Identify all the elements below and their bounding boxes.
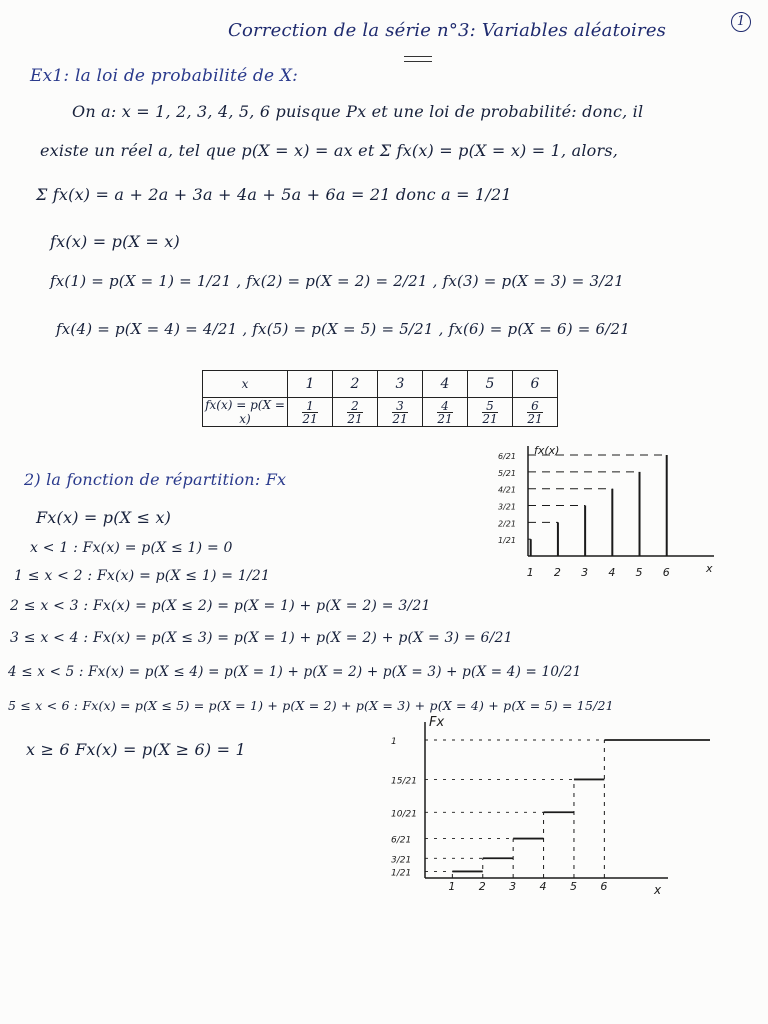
table-cell-prob: $\frac{1}{21}$ [288, 398, 333, 427]
table-header-x: x [203, 371, 288, 398]
table-cell-x: 4 [423, 371, 468, 398]
pmf-x-tick: 1 [526, 566, 534, 579]
cdf-y-tick: 6/21 [391, 835, 412, 846]
pmf-x-tick: 2 [553, 566, 561, 579]
pmf-x-label: x [706, 562, 713, 575]
table-cell-prob: $\frac{3}{21}$ [378, 398, 423, 427]
cdf-x-tick: 4 [539, 880, 547, 893]
cdf-x-tick: 6 [600, 880, 608, 893]
cdf-x-tick: 3 [509, 880, 517, 893]
cdf-x-tick: 5 [569, 880, 577, 893]
ex1-line-3: Σ fx(x) = a + 2a + 3a + 4a + 5a + 6a = 21 donc a = 1/21 [36, 185, 512, 204]
cdf-y-tick: 3/21 [391, 855, 412, 866]
pmf-x-tick: 4 [608, 566, 616, 579]
cdf-line-3: 1 ≤ x < 2 : Fx(x) = p(X ≤ 1) = 1/21 [14, 568, 271, 584]
cdf-y-tick: 1/21 [391, 868, 412, 879]
table-cell-x: 2 [333, 371, 378, 398]
ex1-line-1: On a: x = 1, 2, 3, 4, 5, 6 puisque Px et une loi de probabilité: donc, il [72, 102, 644, 121]
pmf-y-tick: 6/21 [498, 452, 516, 462]
pmf-y-label: fx(x) [534, 444, 560, 457]
page-title: Correction de la série n°3: Variables aléatoires [228, 20, 667, 41]
pmf-x-tick: 3 [581, 566, 589, 579]
pmf-y-tick: 4/21 [498, 485, 516, 495]
ex1-line-5: fx(1) = p(X = 1) = 1/21 , fx(2) = p(X = 2) = 2/21 , fx(3) = p(X = 3) = 3/21 [50, 272, 624, 290]
cdf-x-tick: 1 [448, 880, 456, 893]
cdf-y-tick: 10/21 [391, 809, 417, 820]
cdf-y-tick: 1 [391, 737, 397, 747]
table-cell-prob: $\frac{2}{21}$ [333, 398, 378, 427]
pmf-x-tick: 5 [635, 566, 643, 579]
pmf-y-tick: 2/21 [498, 519, 516, 529]
cdf-x-tick: 2 [478, 880, 486, 893]
cdf-line-1: Fx(x) = p(X ≤ x) [36, 508, 172, 527]
cdf-line-8: x ≥ 6 Fx(x) = p(X ≥ 6) = 1 [26, 740, 246, 759]
ex1-line-2: existe un réel a, tel que p(X = x) = ax et Σ fx(x) = p(X = x) = 1, alors, [40, 141, 619, 160]
cdf-x-label: x [654, 883, 662, 897]
pmf-y-tick: 1/21 [498, 536, 516, 546]
table-cell-x: 6 [513, 371, 558, 398]
cdf-line-2: x < 1 : Fx(x) = p(X ≤ 1) = 0 [30, 540, 233, 556]
cdf-line-7: 5 ≤ x < 6 : Fx(x) = p(X ≤ 5) = p(X = 1) + p(X = 2) + p(X = 3) + p(X = 4) + p(X = 5) = 15/21 [8, 698, 614, 713]
ex1-line-4: fx(x) = p(X = x) [50, 232, 180, 251]
cdf-line-6: 4 ≤ x < 5 : Fx(x) = p(X ≤ 4) = p(X = 1) + p(X = 2) + p(X = 3) + p(X = 4) = 10/21 [8, 664, 582, 680]
table-cell-prob: $\frac{6}{21}$ [513, 398, 558, 427]
cdf-y-tick: 15/21 [391, 776, 417, 787]
cdf-line-5: 3 ≤ x < 4 : Fx(x) = p(X ≤ 3) = p(X = 1) + p(X = 2) + p(X = 3) = 6/21 [10, 630, 513, 646]
pmf-x-tick: 6 [662, 566, 670, 579]
table-header-prob: fx(x) = p(X = x) [203, 398, 288, 427]
cdf-y-label: Fx [429, 715, 445, 730]
table-cell-x: 3 [378, 371, 423, 398]
pmf-y-tick: 5/21 [498, 468, 516, 478]
cdf-line-4: 2 ≤ x < 3 : Fx(x) = p(X ≤ 2) = p(X = 1) + p(X = 2) = 3/21 [10, 598, 431, 614]
table-cell-prob: $\frac{4}{21}$ [423, 398, 468, 427]
page-number: 1 [731, 12, 751, 32]
pmf-y-tick: 3/21 [498, 502, 516, 512]
table-cell-x: 1 [288, 371, 333, 398]
table-cell-x: 5 [468, 371, 513, 398]
ex1-heading: Ex1: la loi de probabilité de X: [30, 66, 299, 86]
table-cell-prob: $\frac{5}{21}$ [468, 398, 513, 427]
ex1-line-6: fx(4) = p(X = 4) = 4/21 , fx(5) = p(X = 5) = 5/21 , fx(6) = p(X = 6) = 6/21 [56, 320, 630, 338]
ex2-heading: 2) la fonction de répartition: Fx [24, 470, 287, 489]
